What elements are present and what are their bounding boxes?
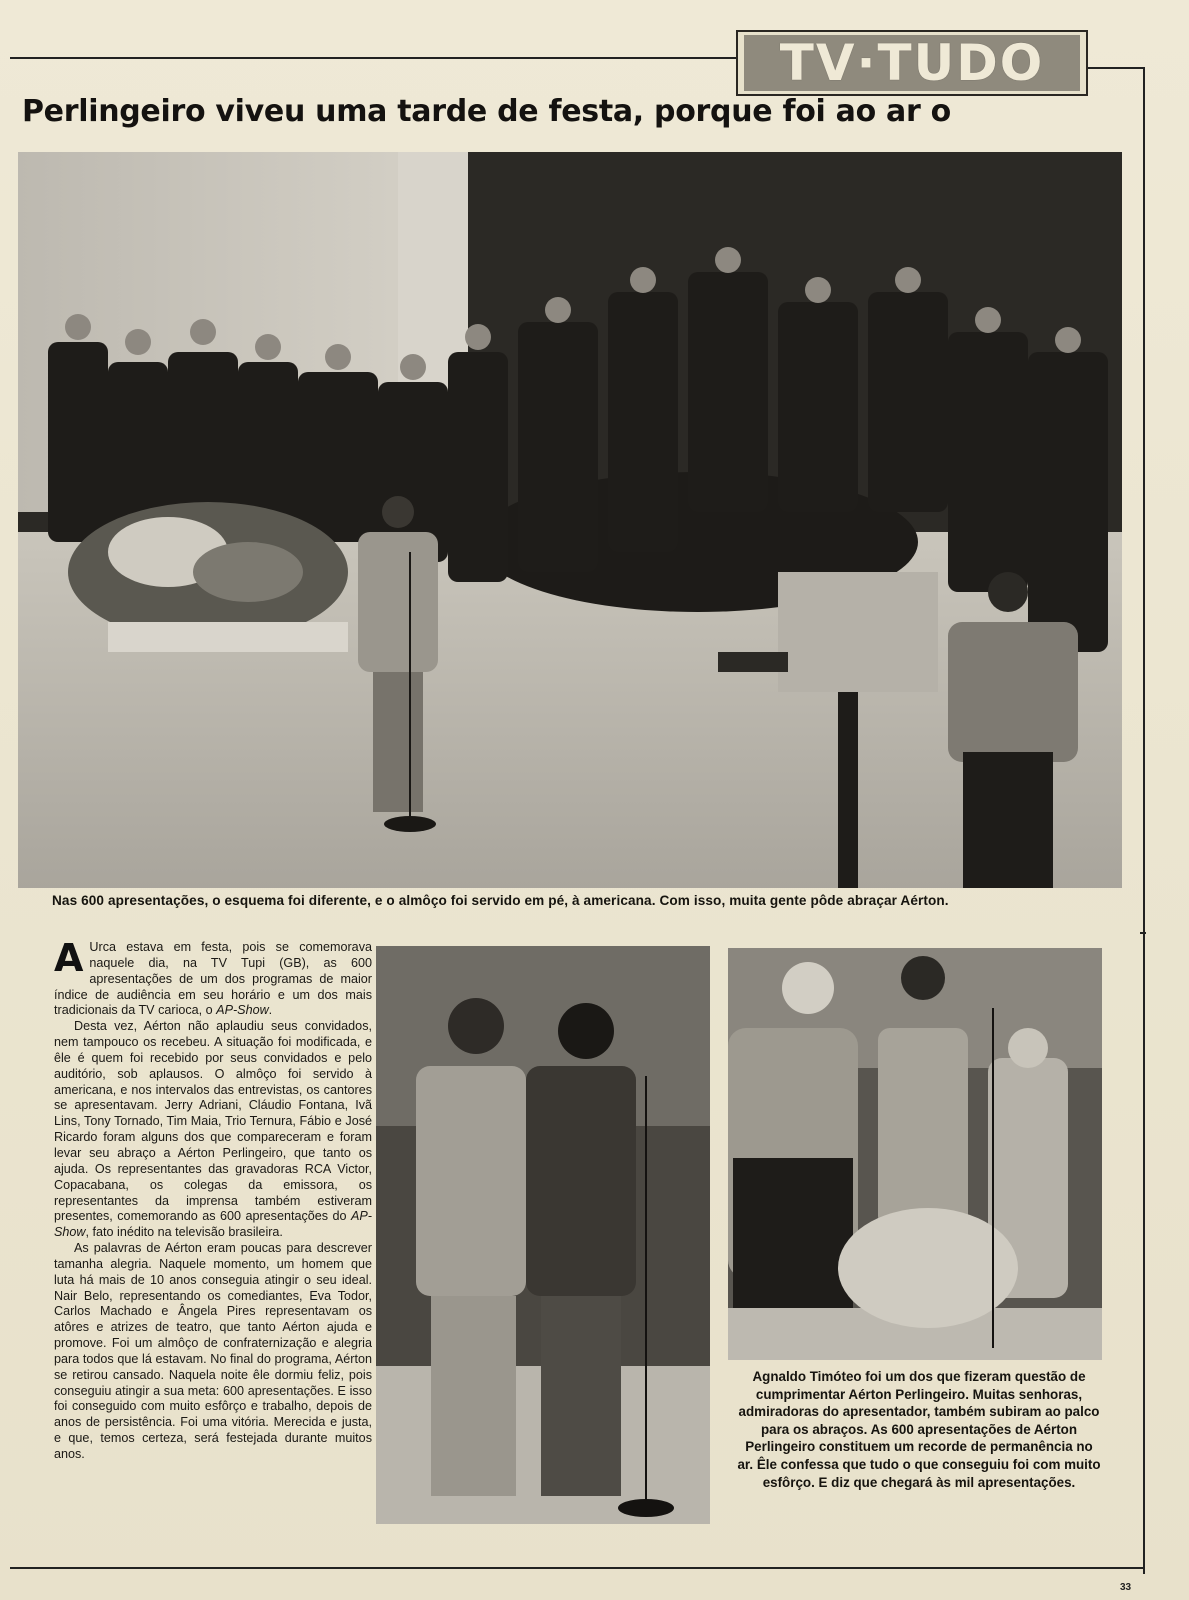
two-men-on-stage-photo [376,946,710,1524]
headline: Perlingeiro viveu uma tarde de festa, porque foi ao ar o [22,94,951,129]
bottom-rule [10,1567,1145,1569]
right-rule [1143,67,1145,1574]
page-number: 33 [1120,1582,1132,1593]
mid-right-tick [1140,932,1146,934]
section-label: TV·TUDO [744,35,1080,91]
article-p1-end: . [268,1003,273,1018]
section-badge [736,30,1088,96]
article-body [54,936,372,1463]
top-rule [10,57,736,59]
ladies-on-stage-photo [728,948,1102,1360]
article-p1-show: AP-Show [216,1003,269,1018]
main-studio-photo [18,152,1122,888]
article-paragraph-3: As palavras de Aérton eram poucas para descrever tamanha alegria. Naquele momento, um homem que luta há mais de 10 anos conseguia atingir o seu ideal. Nair Belo, representando os comediantes, Eva Todor, Carlos Machado e Ângela Pires representavam os atôres e atrizes de teatro, que tanto Aérton ajuda e promove. Foi um almôço de confraternização e alegria para todos que lá estavam. No final do programa, Aérton se retirou cansado. Naquela noite êle dormiu feliz, pois conseguiu atingir a sua meta: 600 apresentações. E isso foi conseguido com muito esfôrço e trabalho, depois de anos de persistência. Foi uma vitória. Merecida e justa, e que, temos certeza, será festejada durante muitos anos. [54,1241,372,1461]
article-dropcap: A [54,936,84,980]
article-paragraph-2 [54,1019,372,1241]
article-p1-text: Urca estava em festa, pois se comemorava naquele dia, na TV Tupi (GB), as 600 apresentações de um dos programas de maior índice de audiência em seu horário e um dos mais tradicionais da TV carioca, o [54,940,372,1018]
duo-photo-illustration [376,946,710,1524]
side-photo-caption: Agnaldo Timóteo foi um dos que fizeram questão de cumprimentar Aérton Perlingeiro. Muitas senhoras, admiradoras do apresentador, também subiram ao palco para os abraços. As 600 apresentações de Aérton Perlingeiro constituem um recorde de permanência no ar. Êle confessa que tudo o que conseguiu foi com muito esfôrço. E diz que chegará às mil apresentações. [737,1369,1101,1490]
top-right-rule [1088,67,1144,69]
ladies-photo-illustration [728,948,1102,1360]
main-photo-caption: Nas 600 apresentações, o esquema foi diferente, e o almôço foi servido em pé, à americana. Com isso, muita gente pôde abraçar Aérton. [52,893,949,908]
main-photo-illustration [18,152,1122,888]
article-p2-show: AP-Show [54,1209,372,1240]
article-paragraph-1 [54,936,372,1019]
article-p2-end: , fato inédito na televisão brasileira. [85,1225,283,1240]
article-p2-text: Desta vez, Aérton não aplaudiu seus convidados, nem tampouco os recebeu. A situação foi modificada, e êle é quem foi recebido por seus convidados e pelo auditório, sob aplausos. O almôço foi servido à americana, e nos intervalos das entrevistas, os cantores se apresentavam. Jerry Adriani, Cláudio Fontana, Ivã Lins, Tony Tornado, Tim Maia, Trio Ternura, Fábio e José Ricardo foram alguns dos que compareceram e foram levar seu abraço a Aérton Perlingeiro, que tanto os ajuda. Os representantes das gravadoras RCA Victor, Copacabana, os colegas da emissora, os representantes da imprensa também estiveram presentes, comemorando as 600 apresentações do [54,1019,372,1224]
